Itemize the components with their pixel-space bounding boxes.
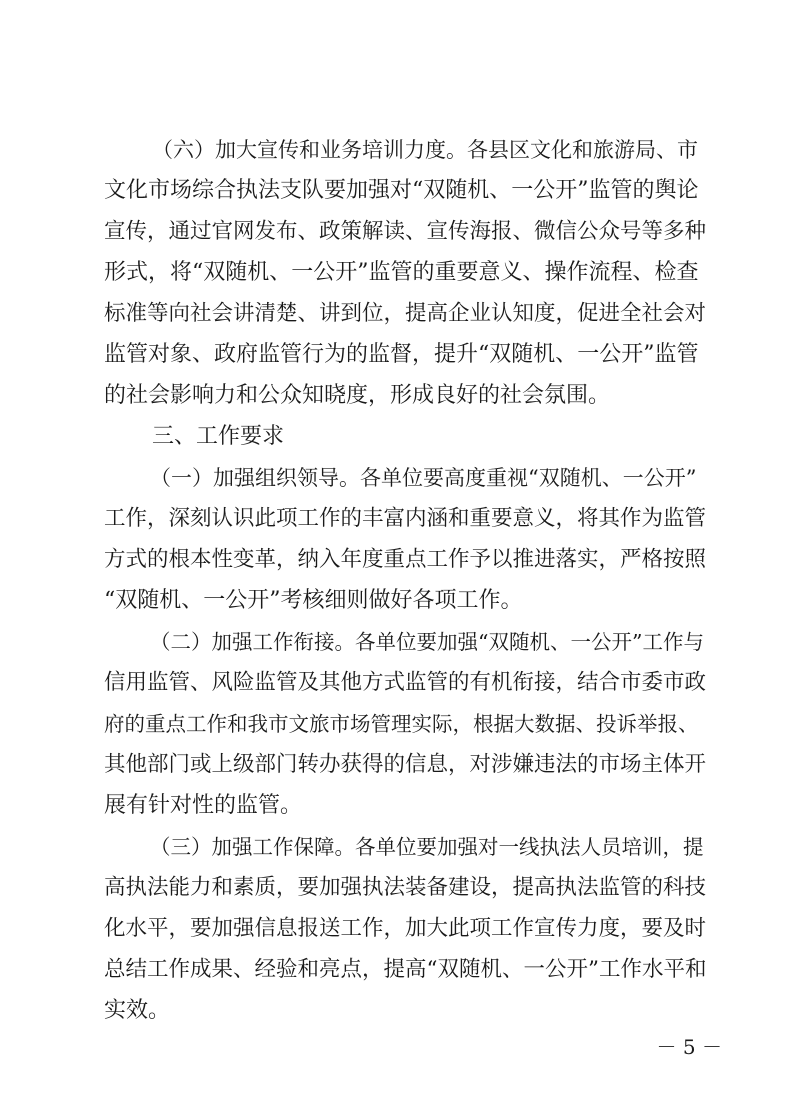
text-line: （三）加强工作保障。各单位要加强对一线执法人员培训，提 [150, 835, 704, 859]
text-line: 展有针对性的监管。 [104, 793, 303, 818]
text-line: 高执法能力和素质，要加强执法装备建设，提高执法监管的科技 [104, 875, 707, 900]
text-line: 其他部门或上级部门转办获得的信息，对涉嫌违法的市场主体开 [104, 752, 707, 777]
text-line: 监管对象、政府监管行为的监督，提升“双随机、一公开”监管 [104, 342, 699, 367]
text-line: （六）加大宣传和业务培训力度。各县区文化和旅游局、市 [152, 138, 698, 162]
text-line: 文化市场综合执法支队要加强对“双随机、一公开”监管的舆论 [104, 178, 699, 203]
text-line: 化水平，要加强信息报送工作，加大此项工作宣传力度，要及时 [104, 916, 707, 941]
text-line: 总结工作成果、经验和亮点，提高“双随机、一公开”工作水平和 [104, 957, 707, 982]
section-heading: 三、工作要求 [152, 424, 285, 449]
text-line: “双随机、一公开”考核细则做好各项工作。 [104, 588, 523, 613]
text-line: 实效。 [104, 998, 171, 1023]
text-line: 形式，将“双随机、一公开”监管的重要意义、操作流程、检查 [104, 260, 699, 285]
text-line: 标准等向社会讲清楚、讲到位，提高企业认知度，促进全社会对 [104, 301, 707, 326]
text-line: 工作，深刻认识此项工作的丰富内涵和重要意义，将其作为监管 [104, 506, 707, 531]
page-number: － 5 － [656, 1035, 722, 1059]
text-line: （一）加强组织领导。各单位要高度重视“双随机、一公开” [150, 466, 697, 490]
text-line: （二）加强工作衔接。各单位要加强“双随机、一公开”工作与 [150, 630, 704, 654]
text-line: 方式的根本性变革，纳入年度重点工作予以推进落实，严格按照 [104, 547, 707, 572]
text-line: 信用监管、风险监管及其他方式监管的有机衔接，结合市委市政 [104, 670, 707, 695]
text-line: 的社会影响力和公众知晓度，形成良好的社会氛围。 [104, 383, 611, 408]
text-line: 宣传，通过官网发布、政策解读、宣传海报、微信公众号等多种 [104, 219, 707, 244]
text-line: 府的重点工作和我市文旅市场管理实际，根据大数据、投诉举报、 [104, 712, 699, 736]
